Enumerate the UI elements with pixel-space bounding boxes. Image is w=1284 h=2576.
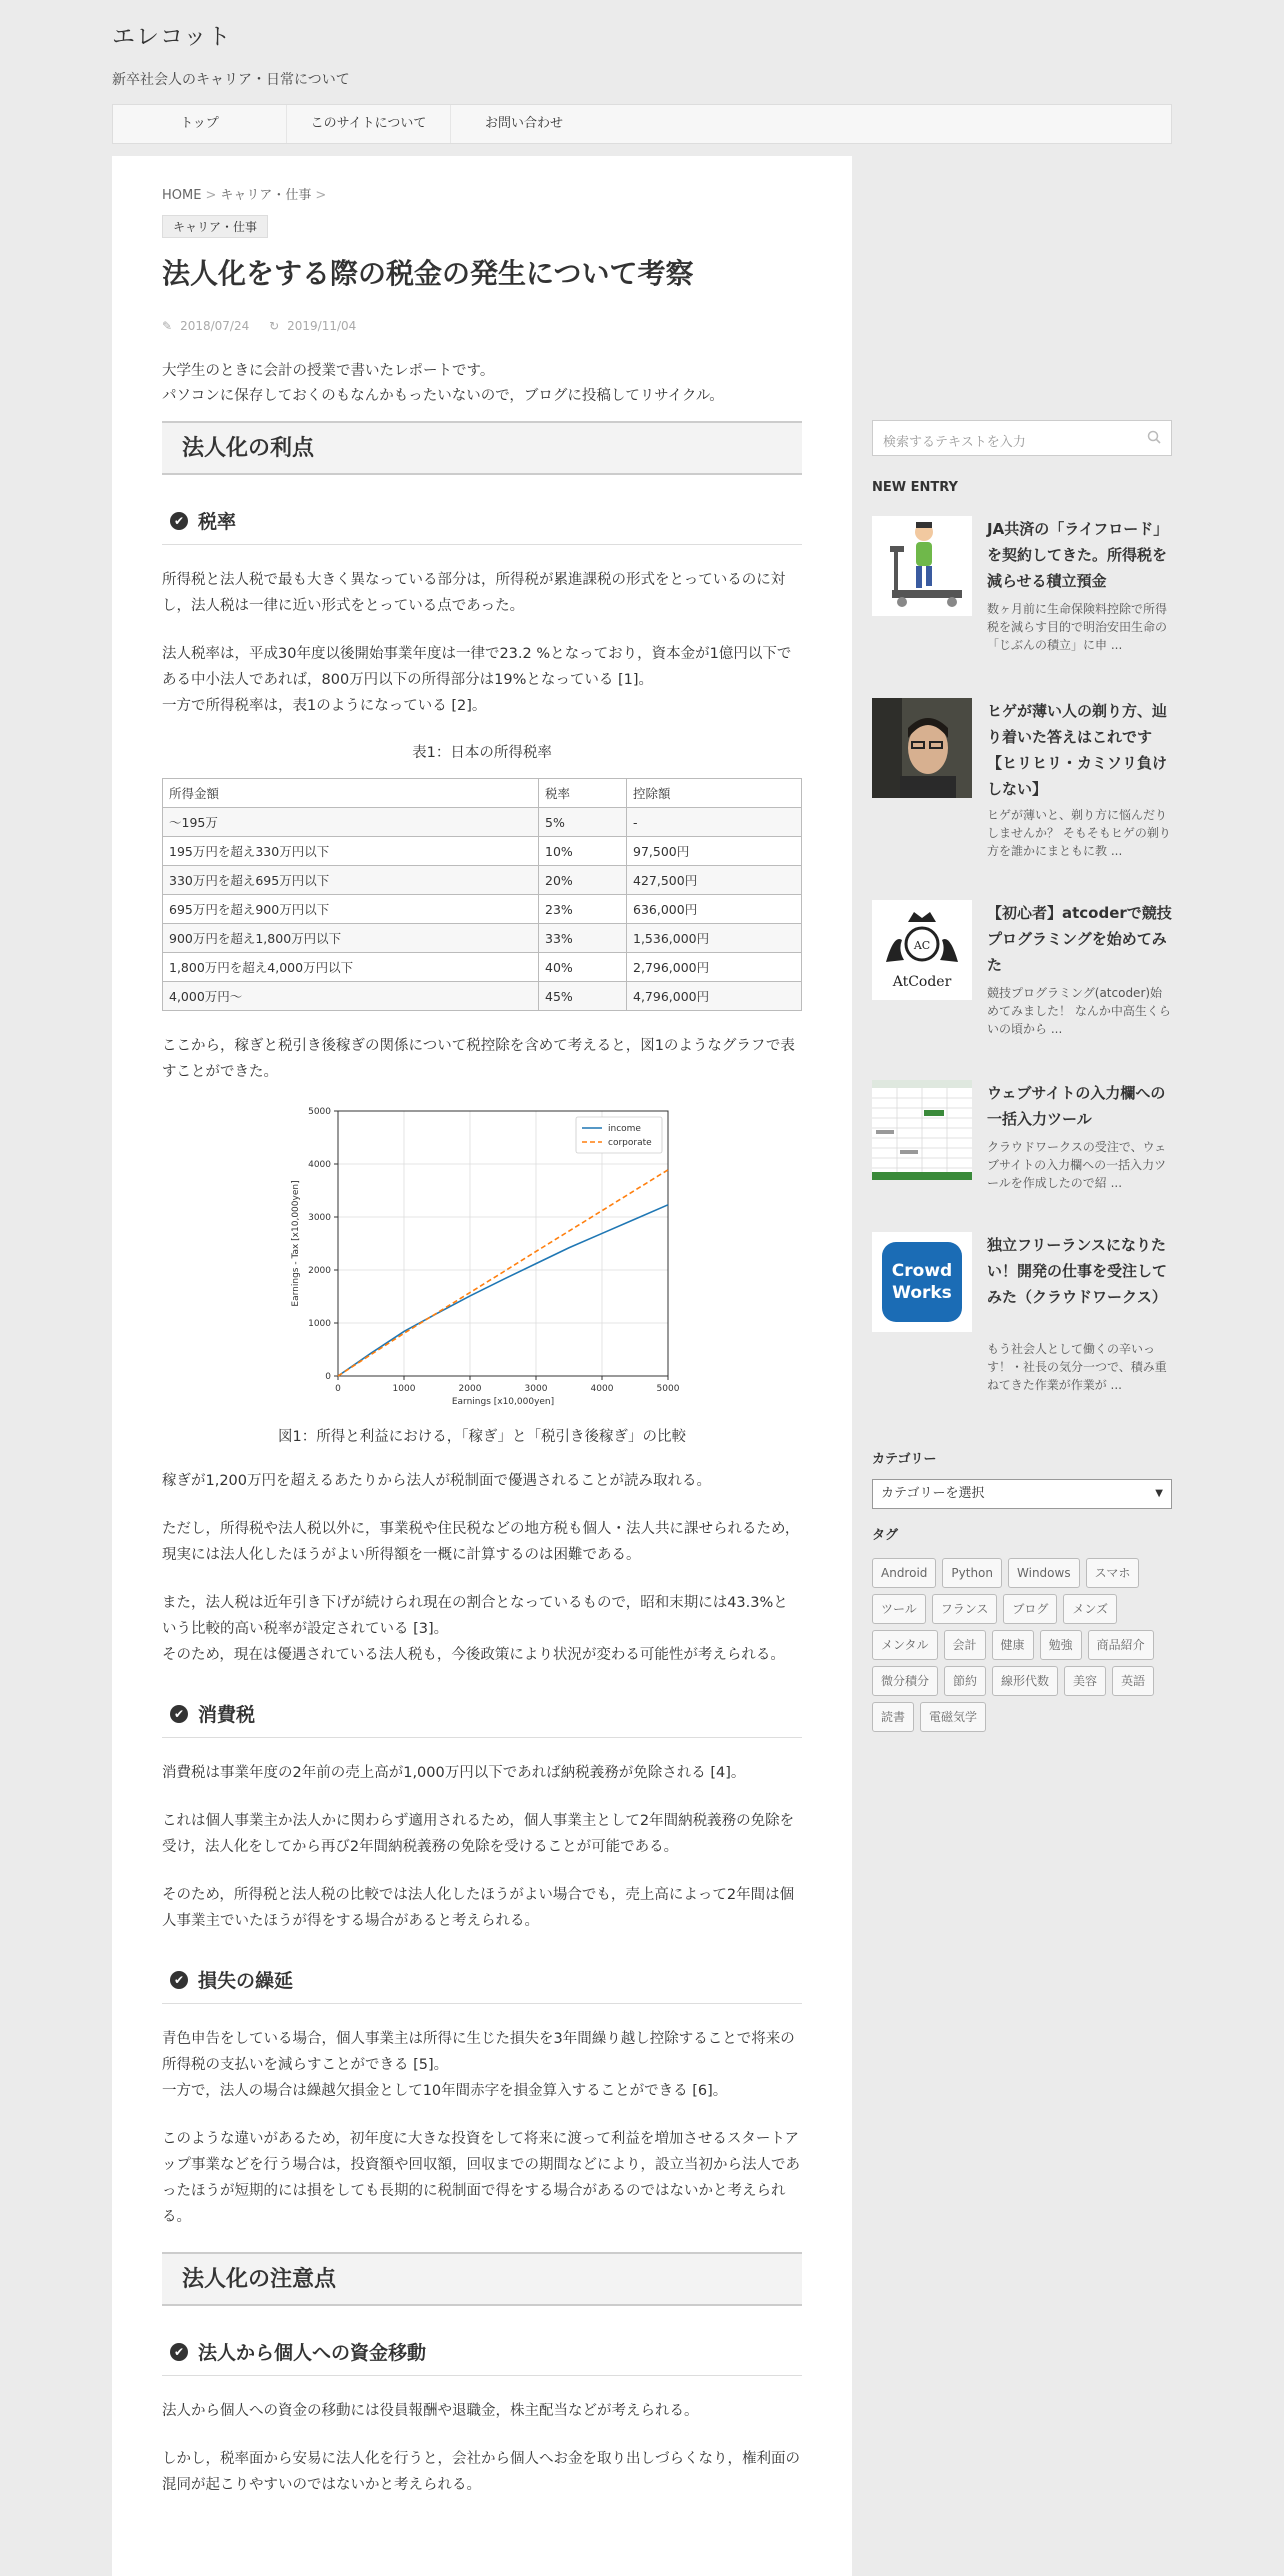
subsection-heading-consumption-tax: [162, 1700, 802, 1738]
tag-link[interactable]: フランス: [932, 1594, 998, 1624]
new-entry-item[interactable]: [872, 516, 1172, 656]
category-select[interactable]: [872, 1479, 1172, 1509]
tag-link[interactable]: 微分積分: [872, 1666, 938, 1696]
search-input[interactable]: 検索するテキストを入力: [883, 435, 1026, 450]
table-header-row: [163, 779, 802, 808]
breadcrumb-category[interactable]: キャリア・仕事: [220, 188, 312, 203]
published-date: [162, 319, 257, 333]
table-cell: 33%: [539, 924, 627, 953]
table-header: 控除額: [627, 779, 802, 808]
check-circle-icon: ✔: [170, 2343, 188, 2361]
search-icon[interactable]: [1147, 430, 1161, 444]
section-heading-benefits: 法人化の利点: [162, 421, 802, 475]
earnings-chart: [282, 1103, 682, 1413]
category-heading: カテゴリー: [872, 1452, 937, 1467]
paragraph: 所得税と法人税で最も大きく異なっている部分は，所得税が累進課税の形式をとっているのに対し，法人税は一律に近い形式をとっている点であった。: [162, 572, 786, 615]
tag-link[interactable]: メンズ: [1063, 1594, 1117, 1624]
paragraph-line: 一方で，法人の場合は繰越欠損金として10年間赤字を損金算入することができる [6]。: [162, 2083, 728, 2100]
entry-excerpt: ヒゲが薄いと、剃り方に悩んだりしませんか？ そもそもヒゲの剃り方を誰かにまともに教 ...: [987, 808, 1171, 858]
entry-title[interactable]: ウェブサイトの入力欄への一括入力ツール: [987, 1084, 1166, 1128]
table-cell: 4,000万円～: [163, 982, 539, 1011]
tag-link[interactable]: 線形代数: [992, 1666, 1058, 1696]
check-circle-icon: ✔: [170, 1705, 188, 1723]
entry-thumbnail-spreadsheet-image[interactable]: [872, 1080, 972, 1180]
paragraph: 法人から個人への資金の移動には役員報酬や退職金，株主配当などが考えられる。: [162, 2403, 699, 2420]
breadcrumb-home[interactable]: HOME: [162, 188, 202, 203]
table-row: [163, 924, 802, 953]
legend-label: income: [608, 1124, 641, 1135]
y-tick-label: 0: [325, 1372, 331, 1383]
table-cell: 10%: [539, 837, 627, 866]
table-cell: -: [627, 808, 802, 837]
section-heading-cautions: 法人化の注意点: [162, 2252, 802, 2306]
entry-thumbnail-portrait-image[interactable]: [872, 698, 972, 798]
paragraph: [162, 641, 802, 719]
entry-excerpt: もう社会人として働くの辛いっす！・社長の気分一つで、積み重ねてきた作業が作業が ...: [987, 1342, 1167, 1392]
site-header: [112, 18, 1172, 89]
table-header: 所得金額: [163, 779, 539, 808]
subsection-heading-loss-carryforward: [162, 1966, 802, 2004]
tag-heading: タグ: [872, 1528, 899, 1543]
table-row: [163, 866, 802, 895]
y-tick-label: 3000: [308, 1213, 331, 1224]
pencil-icon: ✎: [162, 319, 173, 334]
x-tick-label: 4000: [590, 1384, 614, 1395]
new-entry-item[interactable]: [872, 1080, 1172, 1200]
entry-excerpt: 競技プログラミング(atcoder)始めてみました！ なんか中高生くらいの頃から ...: [987, 986, 1171, 1036]
paragraph-line: 法人税率は，平成30年度以後開始事業年度は一律で23.2 %となっており，資本金が1億円以下である中小法人であれば，800万円以下の所得部分は19%となっている [1]。: [162, 646, 792, 689]
y-axis-label: Earnings - Tax [x10,000yen]: [291, 1180, 301, 1307]
tag-link[interactable]: Windows: [1008, 1558, 1080, 1588]
table-cell: ～195万: [163, 808, 539, 837]
paragraph: [162, 2026, 802, 2104]
paragraph-line: 一方で所得税率は，表1のようになっている [2]。: [162, 698, 487, 715]
nav-item-top[interactable]: トップ: [113, 105, 287, 143]
site-title[interactable]: エレコット: [112, 24, 232, 50]
new-entry-heading: NEW ENTRY: [872, 480, 958, 495]
nav-item-contact[interactable]: お問い合わせ: [484, 116, 563, 131]
intro-line: パソコンに保存しておくのもなんかもったいないので，ブログに投稿してリサイクル。: [162, 388, 724, 405]
paragraph-line: 青色申告をしている場合，個人事業主は所得に生じた損失を3年間繰り越し控除することで将来の所得税の支払いを減らすことができる [5]。: [162, 2031, 795, 2074]
subsection-heading-fund-transfer: [162, 2338, 802, 2376]
entry-title[interactable]: ヒゲが薄い人の剃り方、辿り着いた答えはこれです【ヒリヒリ・カミソリ負けしない】: [987, 702, 1168, 798]
subsection-heading-tax: [162, 507, 802, 545]
subsection-heading-text: 消費税: [198, 1704, 256, 1727]
published-date-text: 2018/07/24: [180, 319, 250, 334]
subsection-heading-text: 損失の繰延: [198, 1970, 294, 1993]
new-entry-item[interactable]: [872, 698, 1172, 858]
table-cell: 97,500円: [627, 837, 802, 866]
x-tick-label: 2000: [458, 1384, 482, 1395]
table-cell: 1,800万円を超え4,000万円以下: [163, 953, 539, 982]
chevron-down-icon: ▼: [1155, 1488, 1163, 1499]
site-description: 新卒社会人のキャリア・日常について: [112, 72, 350, 88]
table-cell: 1,536,000円: [627, 924, 802, 953]
crowdworks-logo-text: [882, 1260, 962, 1304]
x-tick-label: 1000: [392, 1384, 416, 1395]
refresh-icon: ↻: [269, 319, 280, 334]
y-tick-label: 5000: [308, 1107, 331, 1118]
paragraph: しかし，税率面から安易に法人化を行うと，会社から個人へお金を取り出しづらくなり，権利面の混同が起こりやすいのではないかと考えられる。: [162, 2451, 800, 2494]
y-tick-label: 1000: [308, 1319, 331, 1330]
tag-link[interactable]: 健康: [992, 1630, 1034, 1660]
tag-link[interactable]: ブログ: [1003, 1594, 1057, 1624]
table-cell: 5%: [539, 808, 627, 837]
entry-thumbnail-treadmill-image[interactable]: [872, 516, 972, 616]
paragraph: このような違いがあるため，初年度に大きな投資をして将来に渡って利益を増加させるスタートアップ事業などを行う場合は，投資額や回収額，回収までの期間などにより，設立当初から法人であったほうが短期的には損をしても長期的に税制面で得をする場合があるのではないかと考えられる。: [162, 2131, 800, 2226]
tag-link[interactable]: Python: [942, 1558, 1002, 1588]
table-row: [163, 837, 802, 866]
table-cell: 20%: [539, 866, 627, 895]
paragraph-line: また，法人税は近年引き下げが続けられ現在の割合となっているもので，昭和末期には43.3%という比較的高い税率が設定されている [3]。: [162, 1595, 788, 1638]
table-row: [163, 953, 802, 982]
check-circle-icon: ✔: [170, 512, 188, 530]
entry-excerpt: クラウドワークスの受注で、ウェブサイトの入力欄への一括入力ツールを作成したので紹 ...: [987, 1140, 1167, 1190]
x-tick-label: 5000: [656, 1384, 680, 1395]
tag-link[interactable]: ツール: [872, 1594, 926, 1624]
intro: [162, 359, 802, 409]
article-dates: [162, 319, 802, 333]
breadcrumb-separator: >: [205, 188, 217, 203]
article-title: 法人化をする際の税金の発生について考察: [162, 257, 694, 290]
legend-label: corporate: [608, 1138, 652, 1149]
tag-link[interactable]: メンタル: [872, 1630, 938, 1660]
paragraph-line: そのため，現在は優遇されている法人税も，今後政策により状況が変わる可能性が考えられる。: [162, 1647, 785, 1664]
table-caption: 表1：日本の所得税率: [412, 745, 552, 762]
breadcrumb: [162, 184, 802, 203]
nav-item-about[interactable]: このサイトについて: [287, 105, 451, 143]
x-axis-label: Earnings [x10,000yen]: [451, 1397, 555, 1408]
paragraph: そのため，所得税と法人税の比較では法人化したほうがよい場合でも，売上高によって2年間は個人事業主でいたほうが得をする場合があると考えられる。: [162, 1887, 795, 1930]
paragraph: 稼ぎが1,200万円を超えるあたりから法人が税制面で優遇されることが読み取れる。: [162, 1473, 712, 1490]
crowdworks-logo-line: Works: [892, 1283, 952, 1303]
figure: [162, 1103, 802, 1413]
entry-title[interactable]: 独立フリーランスになりたい！開発の仕事を受注してみた（クラウドワークス）: [987, 1236, 1168, 1306]
table-cell: 330万円を超え695万円以下: [163, 866, 539, 895]
y-tick-label: 2000: [308, 1266, 331, 1277]
table-cell: 45%: [539, 982, 627, 1011]
paragraph: 消費税は事業年度の2年前の売上高が1,000万円以下であれば納税義務が免除される [4]。: [162, 1765, 746, 1782]
tag-link[interactable]: 電磁気学: [920, 1702, 986, 1732]
table-cell: 900万円を超え1,800万円以下: [163, 924, 539, 953]
table-cell: 2,796,000円: [627, 953, 802, 982]
tag-link[interactable]: 勉強: [1040, 1630, 1082, 1660]
svg-text:AC: AC: [913, 939, 931, 952]
entry-title[interactable]: 【初心者】atcoderで競技プログラミングを始めてみた: [987, 904, 1172, 974]
search-box[interactable]: [872, 420, 1172, 456]
table-cell: 427,500円: [627, 866, 802, 895]
table-row: [163, 895, 802, 924]
tag-link[interactable]: 商品紹介: [1088, 1630, 1154, 1660]
category-badge[interactable]: キャリア・仕事: [162, 215, 268, 238]
updated-date-text: 2019/11/04: [287, 319, 357, 334]
atcoder-logo-text: AtCoder: [892, 974, 952, 990]
tag-link[interactable]: 英語: [1112, 1666, 1154, 1696]
entry-title[interactable]: JA共済の「ライフロード」を契約してきた。所得税を減らせる積立預金: [987, 520, 1169, 590]
breadcrumb-separator: >: [315, 188, 327, 203]
table-cell: 23%: [539, 895, 627, 924]
table-cell: 4,796,000円: [627, 982, 802, 1011]
entry-excerpt: 数ヶ月前に生命保険料控除で所得税を減らす目的で明治安田生命の「じぶんの積立」に申 ...: [987, 602, 1168, 652]
article: [162, 184, 802, 2498]
tag-link[interactable]: 節約: [944, 1666, 986, 1696]
table-header: 税率: [539, 779, 627, 808]
main-content: [112, 156, 852, 2576]
tag-link[interactable]: 美容: [1064, 1666, 1106, 1696]
table-row: [163, 808, 802, 837]
tag-link[interactable]: スマホ: [1086, 1558, 1140, 1588]
updated-date: [269, 319, 364, 333]
new-entry-item[interactable]: [872, 900, 1172, 1040]
crowdworks-logo-line: Crowd: [891, 1261, 953, 1281]
x-tick-label: 0: [335, 1384, 341, 1395]
check-circle-icon: ✔: [170, 1971, 188, 1989]
tag-link[interactable]: Android: [872, 1558, 936, 1588]
table-row: [163, 982, 802, 1011]
subsection-heading-text: 税率: [198, 511, 237, 534]
global-nav: [112, 104, 1172, 144]
new-entry-item[interactable]: [872, 1232, 1172, 1392]
paragraph: ただし，所得税や法人税以外に，事業税や住民税などの地方税も個人・法人共に課せられるため，現実には法人化したほうがよい所得額を一概に計算するのは困難である。: [162, 1521, 800, 1564]
table-cell: 636,000円: [627, 895, 802, 924]
tag-link[interactable]: 読書: [872, 1702, 914, 1732]
table-cell: 695万円を超え900万円以下: [163, 895, 539, 924]
category-select-value: カテゴリーを選択: [881, 1486, 985, 1501]
tag-link[interactable]: 会計: [944, 1630, 986, 1660]
x-tick-label: 3000: [524, 1384, 548, 1395]
y-tick-label: 4000: [308, 1160, 331, 1171]
table-cell: 40%: [539, 953, 627, 982]
subsection-heading-text: 法人から個人への資金移動: [198, 2342, 427, 2365]
paragraph: これは個人事業主か法人かに関わらず適用されるため，個人事業主として2年間納税義務の免除を受け，法人化をしてから再び2年間納税義務の免除を受けることが可能である。: [162, 1813, 795, 1856]
income-tax-table: [162, 778, 802, 1011]
paragraph: ここから，稼ぎと税引き後稼ぎの関係について税控除を含めて考えると，図1のようなグラフで表すことができた。: [162, 1038, 795, 1081]
figure-caption: 図1：所得と利益における，「稼ぎ」と「税引き後稼ぎ」の比較: [278, 1429, 686, 1446]
tag-cloud: [872, 1558, 1172, 1738]
intro-line: 大学生のときに会計の授業で書いたレポートです。: [162, 363, 495, 380]
table-cell: 195万円を超え330万円以下: [163, 837, 539, 866]
paragraph: [162, 1590, 802, 1668]
